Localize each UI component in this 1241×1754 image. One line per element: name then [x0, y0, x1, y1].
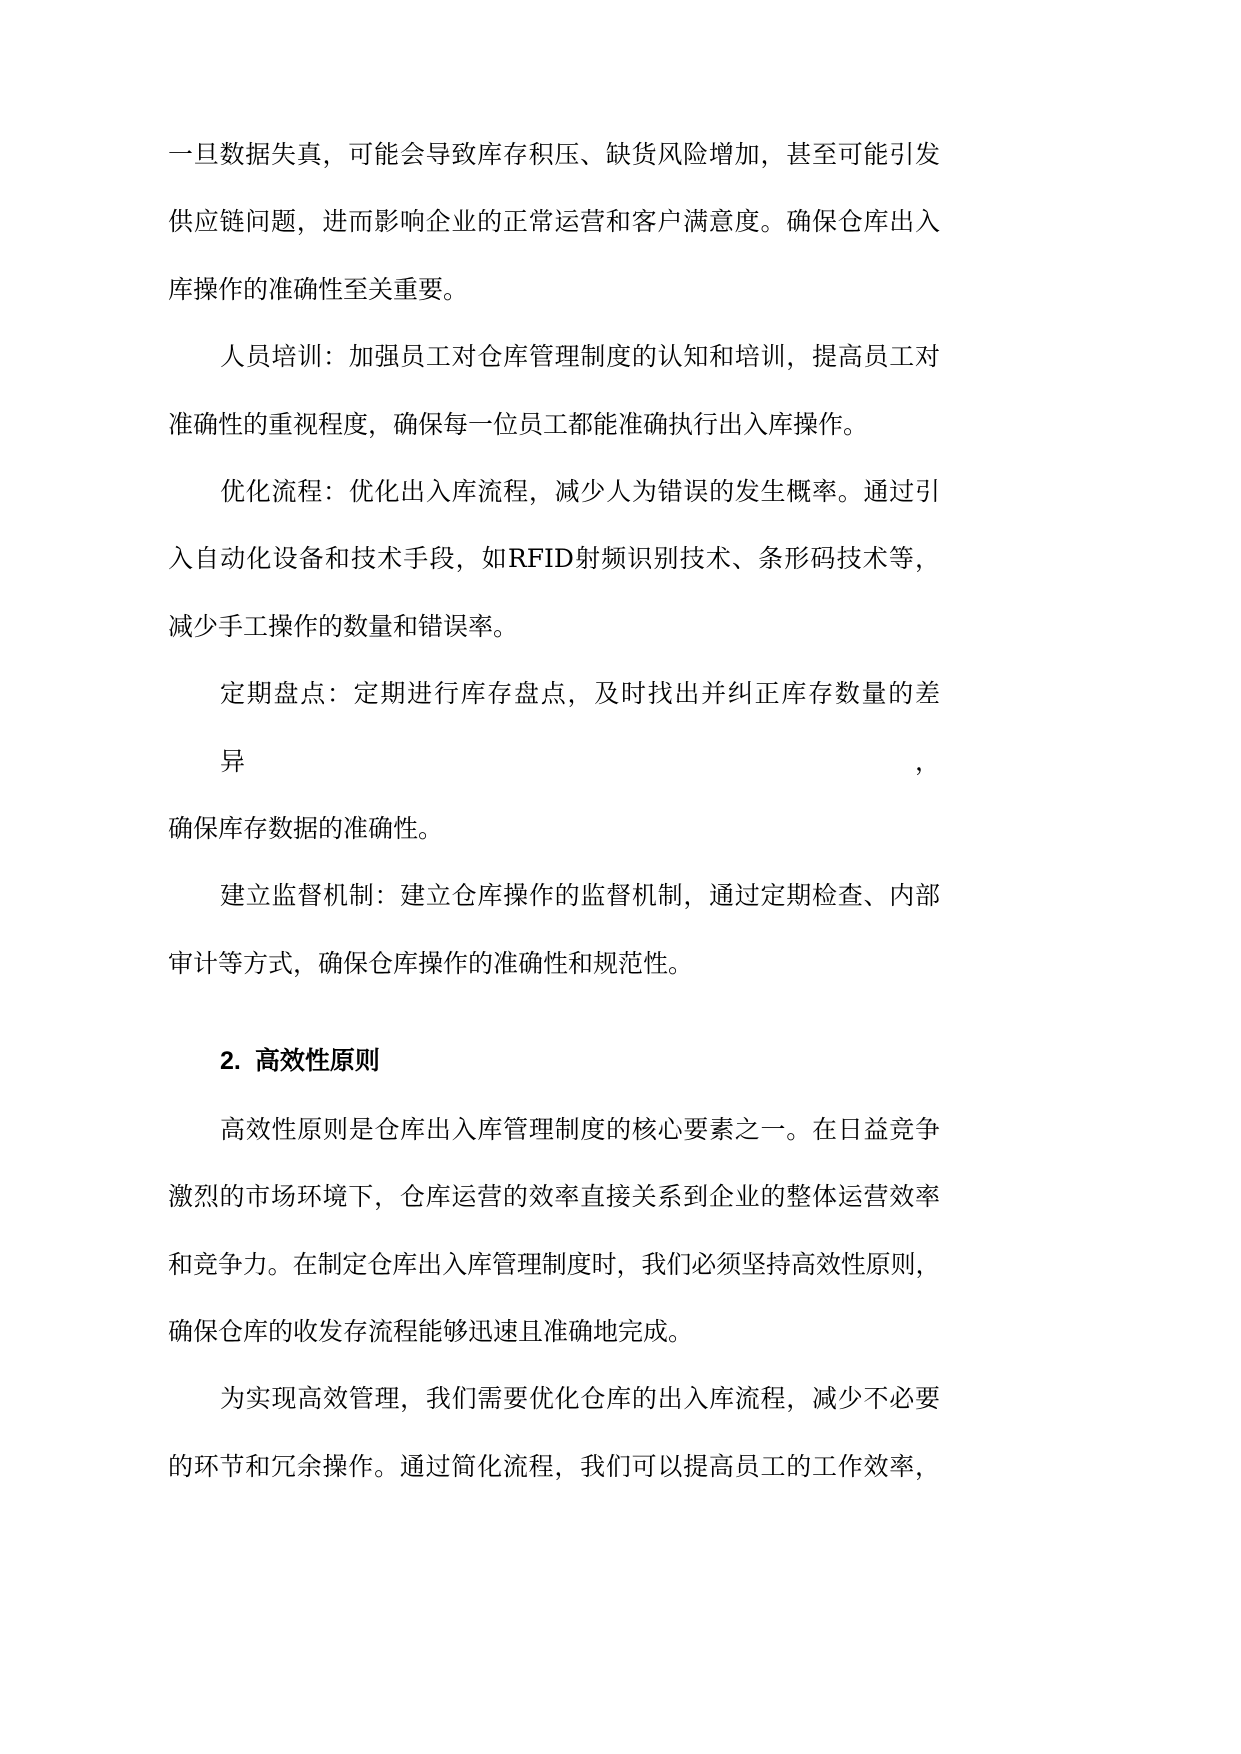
text-line: 为实现高效管理，我们需要优化仓库的出入库流程，减少不必要	[220, 1384, 940, 1414]
paragraph	[168, 458, 940, 660]
text-line: 激烈的市场环境下，仓库运营的效率直接关系到企业的整体运营效率	[168, 1182, 940, 1212]
text-line: 优化流程：优化出入库流程，减少人为错误的发生概率。通过引	[220, 477, 940, 507]
paragraph	[168, 323, 940, 458]
paragraph	[168, 121, 940, 323]
text-line: 确保库存数据的准确性。	[168, 814, 444, 844]
paragraph	[168, 1096, 940, 1366]
section-title: 高效性原则	[254, 1046, 380, 1076]
paragraph	[168, 862, 940, 997]
text-line: 减少手工操作的数量和错误率。	[168, 611, 519, 641]
paragraph	[168, 660, 940, 862]
text-line: 和竞争力。在制定仓库出入库管理制度时，我们必须坚持高效性原则，	[168, 1249, 940, 1279]
text-line: 建立监督机制：建立仓库操作的监督机制，通过定期检查、内部	[220, 881, 940, 911]
text-line: 库操作的准确性至关重要。	[168, 274, 469, 304]
text-line: 审计等方式，确保仓库操作的准确性和规范性。	[168, 948, 694, 978]
text-line: 高效性原则是仓库出入库管理制度的核心要素之一。在日益竞争	[220, 1114, 940, 1144]
text-line: 准确性的重视程度，确保每一位员工都能准确执行出入库操作。	[168, 409, 869, 439]
text-line: 的环节和冗余操作。通过简化流程，我们可以提高员工的工作效率，	[168, 1451, 940, 1481]
text-line: 定期盘点：定期进行库存盘点，及时找出并纠正库存数量的差异，	[220, 679, 940, 776]
text-line: 供应链问题，进而影响企业的正常运营和客户满意度。确保仓库出入	[168, 207, 940, 237]
section-heading	[168, 1027, 940, 1095]
text-line: 确保仓库的收发存流程能够迅速且准确地完成。	[168, 1316, 694, 1346]
text-line: 人员培训：加强员工对仓库管理制度的认知和培训，提高员工对	[220, 342, 940, 372]
text-line: 一旦数据失真，可能会导致库存积压、缺货风险增加，甚至可能引发	[168, 140, 940, 169]
section-number: 2.	[220, 1047, 241, 1076]
document-body	[168, 121, 940, 1500]
text-line: 入自动化设备和技术手段，如RFID射频识别技术、条形码技术等，	[168, 544, 940, 574]
paragraph	[168, 1365, 940, 1500]
